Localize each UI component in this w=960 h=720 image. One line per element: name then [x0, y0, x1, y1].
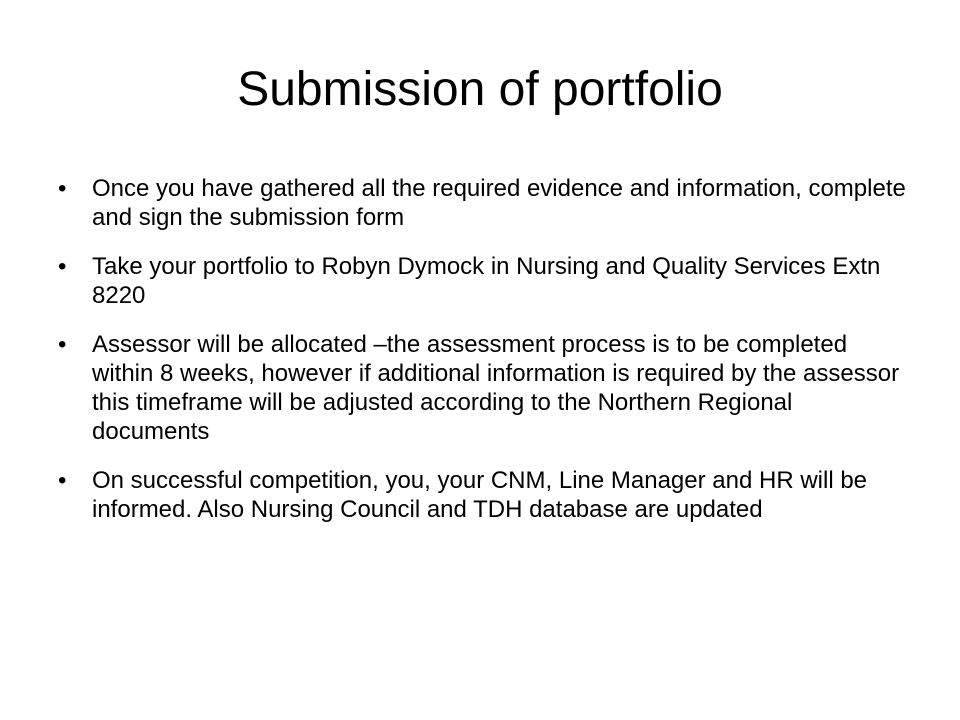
bullet-item: [58, 252, 908, 310]
bullet-text: Assessor will be allocated –the assessment process is to be completed within 8 weeks, however if additional information is required by the assessor this timeframe will be adjusted according to the Northern Regional documents: [92, 331, 900, 445]
bullet-item: [58, 466, 908, 524]
bullet-text: On successful competition, you, your CNM, Line Manager and HR will be informed. Also Nursing Council and TDH database are updated: [92, 467, 868, 523]
slide-title: Submission of portfolio: [237, 63, 723, 116]
bullet-icon: •: [58, 253, 67, 280]
bullet-icon: •: [58, 467, 67, 494]
bullet-text: Take your portfolio to Robyn Dymock in Nursing and Quality Services Extn 8220: [92, 253, 881, 309]
bullet-item: [58, 330, 908, 446]
bullet-icon: •: [58, 331, 67, 358]
bullet-list: [58, 174, 908, 544]
bullet-item: [58, 174, 908, 232]
bullet-icon: •: [58, 175, 67, 202]
bullet-text: Once you have gathered all the required evidence and information, complete and sign the submission form: [92, 175, 906, 231]
